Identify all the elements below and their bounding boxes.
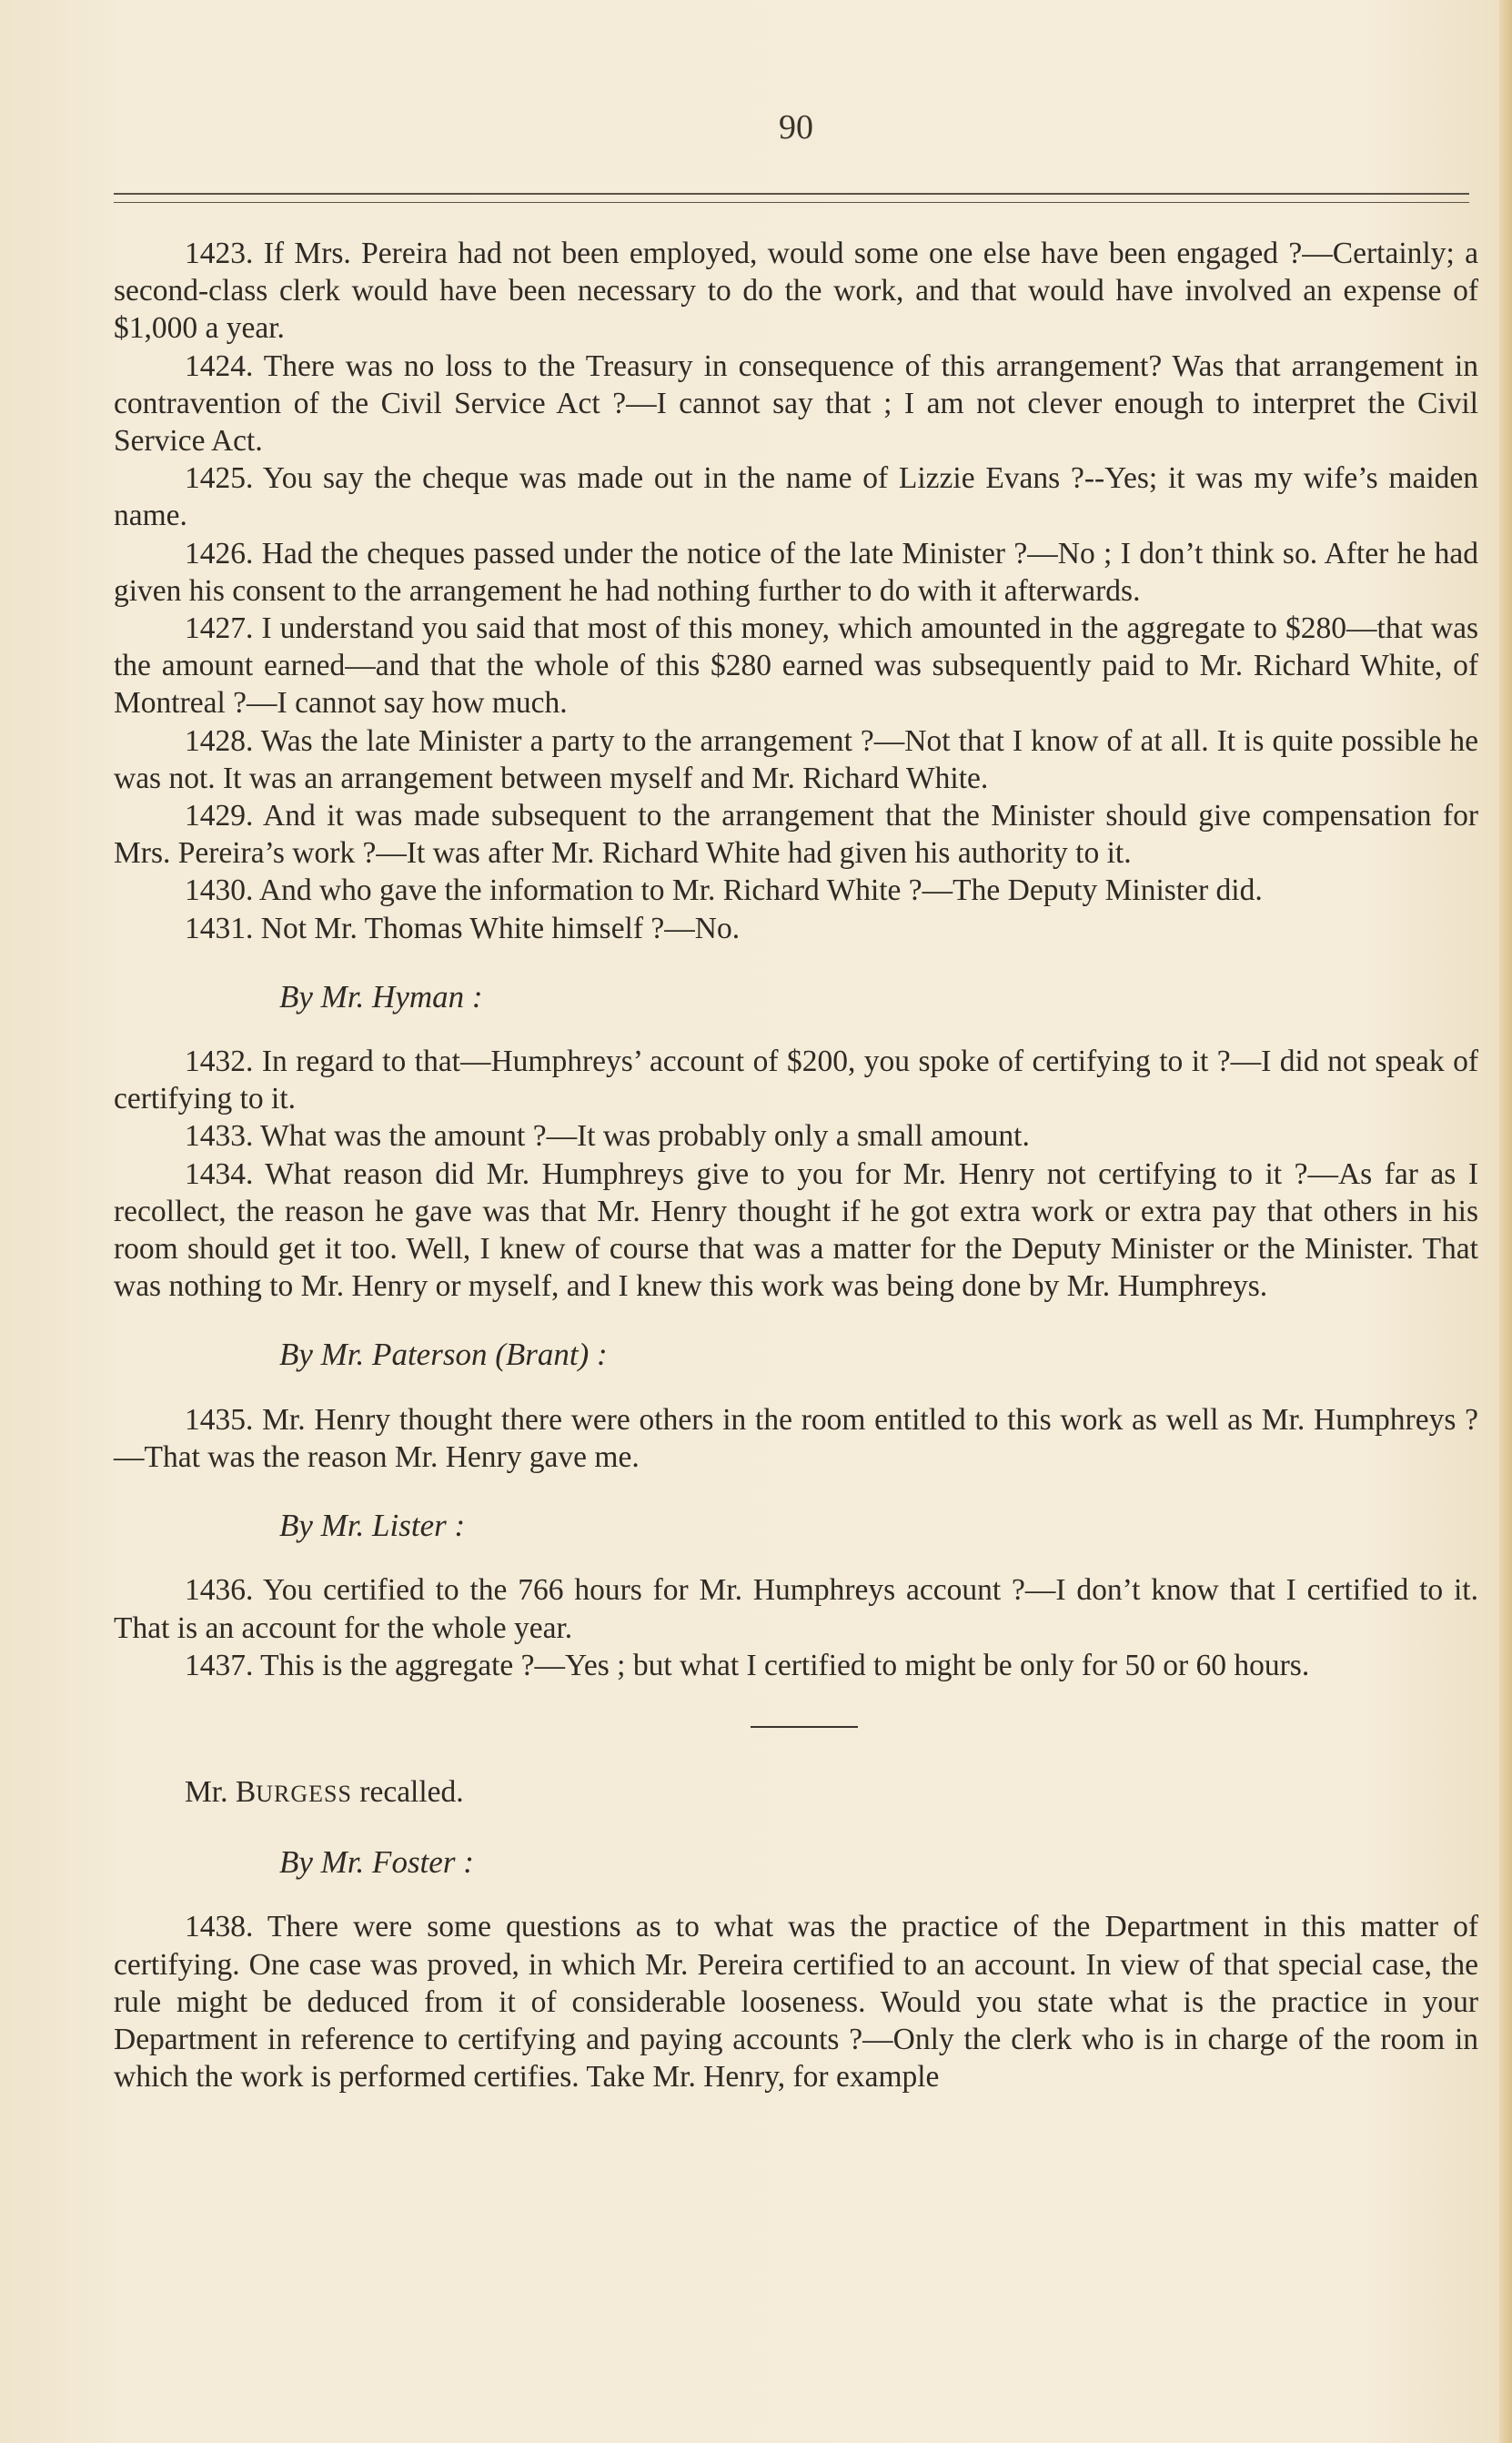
section-heading-foster: By Mr. Foster : <box>279 1844 474 1881</box>
page-edge <box>1499 0 1512 2443</box>
paragraph-1423: 1423. If Mrs. Pereira had not been employed, would some one else have been engaged ?—Certainly; a second-class clerk would have been necessary to do the work, and that would have involved an expense of $1,000 a year. <box>114 237 1478 346</box>
paragraph-1436: 1436. You certified to the 766 hours for Mr. Humphreys account ?—I don’t know that I certified to it. That is an account for the whole year. <box>114 1573 1478 1645</box>
paragraph-1437: 1437. This is the aggregate ?—Yes ; but what I certified to might be only for 50 or 60 hours. <box>185 1648 1310 1682</box>
header-rule <box>114 193 1469 195</box>
recalled-name-initial: B <box>235 1774 257 1809</box>
paragraph-1438: 1438. There were some questions as to what was the practice of the Department in this matter of certifying. One case was proved, in which Mr. Pereira certified to an account. In view of that special case, the rule might be deduced from it of considerable looseness. Would you state what is the practice in your Department in reference to certifying and paying accounts ?—Only the clerk who is in charge of the room in which the work is performed certifies. Take Mr. Henry, for example <box>114 1910 1478 2095</box>
paragraph-1429: 1429. And it was made subsequent to the arrangement that the Minister should give compensation for Mrs. Pereira’s work ?—It was after Mr. Richard White had given his authority to it. <box>114 799 1478 871</box>
recalled-suffix: recalled. <box>351 1774 464 1809</box>
paragraph-1432: 1432. In regard to that—Humphreys’ account of $200, you spoke of certifying to it ?—I did not speak of certifying to it. <box>114 1045 1478 1116</box>
paragraph-1434: 1434. What reason did Mr. Humphreys give to you for Mr. Henry not certifying to it ?—As far as I recollect, the reason he gave was that Mr. Henry thought if he got extra work or extra pay that others in his room should get it too. Well, I knew of course that was a matter for the Deputy Minister or the Minister. That was nothing to Mr. Henry or myself, and I knew this work was being done by Mr. Humphreys. <box>114 1156 1478 1304</box>
recalled-prefix: Mr. <box>185 1774 236 1809</box>
section-divider <box>751 1726 858 1728</box>
paragraph-1430: 1430. And who gave the information to Mr. Richard White ?—The Deputy Minister did. <box>185 873 1263 908</box>
paragraph-1426: 1426. Had the cheques passed under the notice of the late Minister ?—No ; I don’t think so. After he had given his consent to the arrangement he had nothing further to do with it afterwards. <box>114 536 1478 608</box>
paragraph-1431: 1431. Not Mr. Thomas White himself ?—No. <box>185 911 741 945</box>
page-number: 90 <box>779 108 813 146</box>
paragraph-1435: 1435. Mr. Henry thought there were others in the room entitled to this work as well as Mr. Humphreys ?—That was the reason Mr. Henry gave me. <box>114 1402 1478 1474</box>
section-heading-paterson: By Mr. Paterson (Brant) : <box>279 1337 608 1373</box>
section-heading-lister: By Mr. Lister : <box>279 1508 466 1544</box>
paragraph-1427: 1427. I understand you said that most of this money, which amounted in the aggregate to $280—that was the amount earned—and that the whole of this $280 earned was subsequently paid to Mr. Richard White, of Montreal ?—I cannot say how much. <box>114 611 1478 721</box>
paragraph-1433: 1433. What was the amount ?—It was probably only a small amount. <box>185 1119 1030 1154</box>
recalled-name-rest: URGESS <box>256 1780 352 1807</box>
section-heading-hyman: By Mr. Hyman : <box>279 978 483 1015</box>
page-content <box>114 235 1478 2095</box>
paragraph-1428: 1428. Was the late Minister a party to the arrangement ?—Not that I know of at all. It is quite possible he was not. It was an arrangement between myself and Mr. Richard White. <box>114 723 1478 795</box>
paragraph-1425: 1425. You say the cheque was made out in the name of Lizzie Evans ?--Yes; it was my wife’s maiden name. <box>114 461 1478 533</box>
header-rule-thin <box>114 202 1469 203</box>
witness-recalled-line <box>114 1773 1478 1812</box>
paragraph-1424: 1424. There was no loss to the Treasury in consequence of this arrangement? Was that arrangement in contravention of the Civil Service Act ?—I cannot say that ; I am not clever enough to interpret the Civil Service Act. <box>114 348 1478 459</box>
